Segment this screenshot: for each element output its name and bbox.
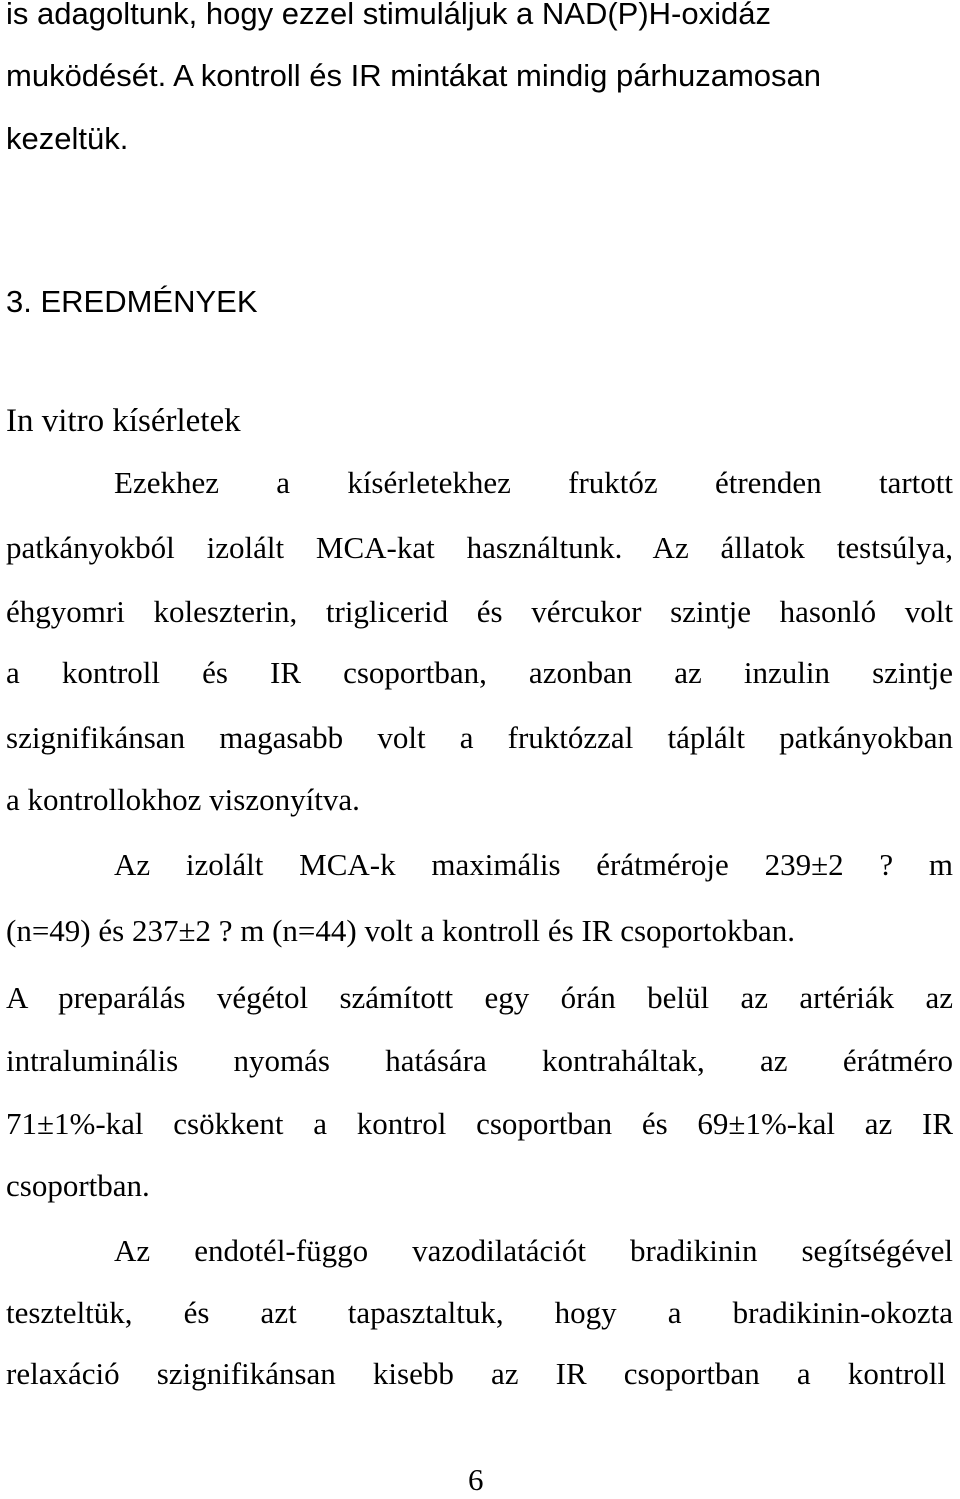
paragraph-1-line-4: a kontroll és IR csoportban, azonban az inzulin szintje [6, 655, 953, 690]
paragraph-3-line-3: relaxáció szignifikánsan kisebb az IR csoportban a kontroll [6, 1356, 946, 1391]
paragraph-1-line-5: szignifikánsan magasabb volt a fruktózzal táplált patkányokban [6, 720, 953, 755]
section-heading: 3. EREDMÉNYEK [6, 284, 258, 319]
subheading: In vitro kísérletek [6, 403, 241, 439]
intro-line-3: kezeltük. [6, 121, 129, 156]
paragraph-2-line-4: intraluminális nyomás hatására kontraháltak, az érátméro [6, 1043, 953, 1078]
page-number: 6 [468, 1462, 484, 1497]
paragraph-1-line-2: patkányokból izolált MCA-kat használtunk. Az állatok testsúlya, [6, 530, 953, 565]
intro-line-1: is adagoltunk, hogy ezzel stimuláljuk a NAD(P)H-oxidáz [6, 0, 771, 31]
paragraph-2-line-2: (n=49) és 237±2 ? m (n=44) volt a kontroll és IR csoportokban. [6, 913, 795, 948]
paragraph-3-line-1: Az endotél-függo vazodilatációt bradikinin segítségével [114, 1233, 953, 1268]
paragraph-3-line-2: teszteltük, és azt tapasztaltuk, hogy a bradikinin-okozta [6, 1295, 953, 1330]
paragraph-2-line-3: A preparálás végétol számított egy órán belül az artériák az [6, 980, 953, 1015]
paragraph-2-line-6: csoportban. [6, 1168, 150, 1203]
paragraph-1-line-1: Ezekhez a kísérletekhez fruktóz étrenden tartott [114, 465, 953, 500]
paragraph-2-line-5: 71±1%-kal csökkent a kontrol csoportban és 69±1%-kal az IR [6, 1106, 953, 1141]
paragraph-1-line-3: éhgyomri koleszterin, triglicerid és vércukor szintje hasonló volt [6, 594, 953, 629]
paragraph-1-line-6: a kontrollokhoz viszonyítva. [6, 782, 360, 817]
paragraph-2-line-1: Az izolált MCA-k maximális érátméroje 239±2 ? m [114, 847, 953, 882]
intro-line-2: muködését. A kontroll és IR mintákat mindig párhuzamosan [6, 58, 822, 93]
